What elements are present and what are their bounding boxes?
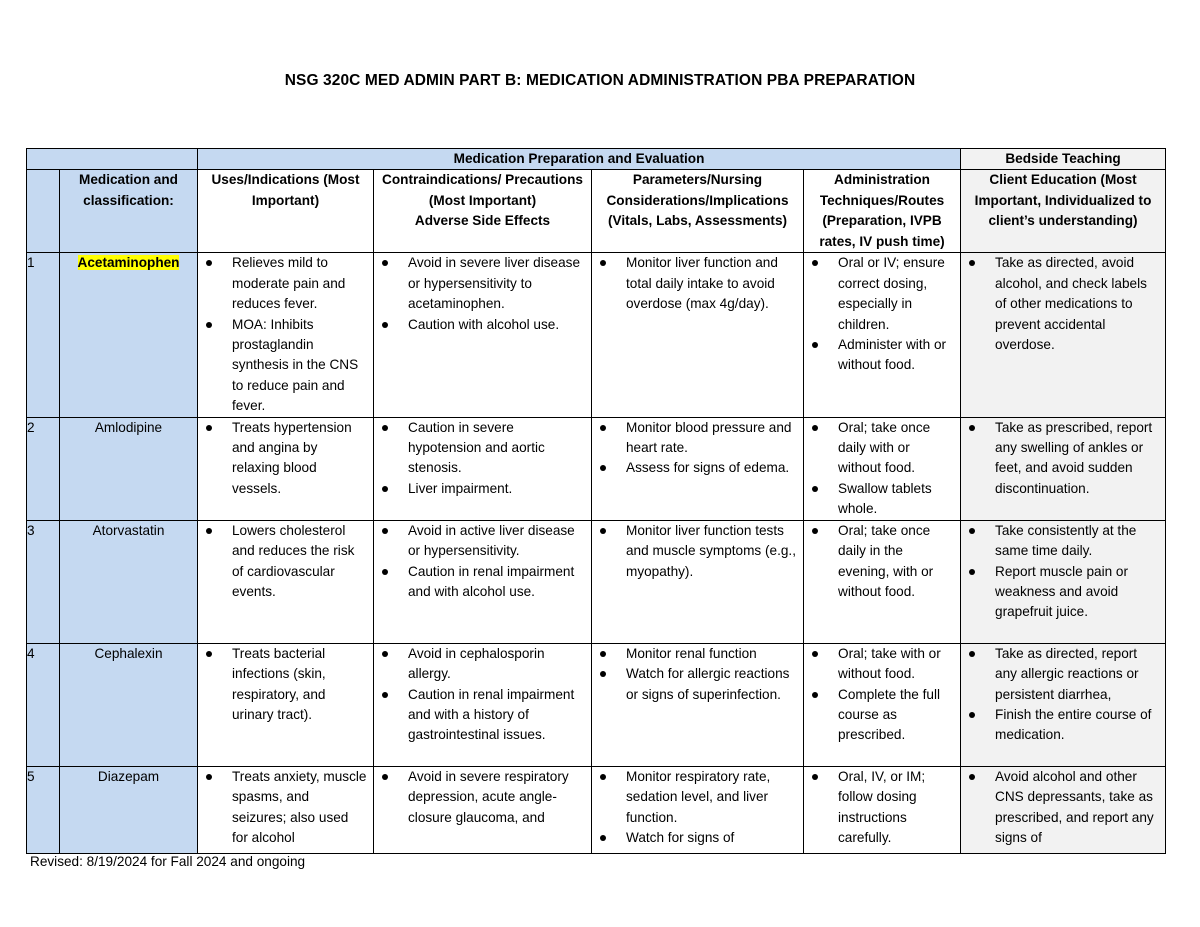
list-item: Administer with or without food. xyxy=(838,335,954,376)
list-item: Swallow tablets whole. xyxy=(838,479,954,520)
medication-name xyxy=(60,253,198,417)
list-item: Caution with alcohol use. xyxy=(408,315,585,335)
header-uses: Uses/Indications (Most Important) xyxy=(198,170,374,253)
list-item: Monitor liver function and total daily intake to avoid overdose (max 4g/day). xyxy=(626,253,797,314)
row-number: 1 xyxy=(27,253,60,417)
education-cell xyxy=(961,417,1166,520)
list-item: Avoid in cephalosporin allergy. xyxy=(408,644,585,685)
list-item: Avoid in severe liver disease or hypersensitivity to acetaminophen. xyxy=(408,253,585,314)
education-cell xyxy=(961,253,1166,417)
medication-table xyxy=(26,148,1166,854)
header-contraindications: Contraindications/ Precautions (Most Important) Adverse Side Effects xyxy=(374,170,592,253)
education-cell xyxy=(961,643,1166,766)
revision-footer: Revised: 8/19/2024 for Fall 2024 and ongoing xyxy=(30,854,306,869)
list-item: Oral, IV, or IM; follow dosing instructions carefully. xyxy=(838,767,954,849)
list-item: Report muscle pain or weakness and avoid grapefruit juice. xyxy=(995,562,1159,623)
uses-cell xyxy=(198,643,374,766)
parameters-cell xyxy=(592,766,804,853)
list-item: Monitor respiratory rate, sedation level, and liver function. xyxy=(626,767,797,828)
list-item: Oral or IV; ensure correct dosing, especially in children. xyxy=(838,253,954,335)
contraindications-cell xyxy=(374,520,592,643)
list-item: Monitor liver function tests and muscle symptoms (e.g., myopathy). xyxy=(626,521,797,582)
list-item: Take as prescribed, report any swelling of ankles or feet, and avoid sudden discontinuation. xyxy=(995,418,1159,500)
page-title: NSG 320C MED ADMIN PART B: MEDICATION ADMINISTRATION PBA PREPARATION xyxy=(284,72,916,89)
row-number: 5 xyxy=(27,766,60,853)
table-row xyxy=(27,417,1166,520)
list-item: Finish the entire course of medication. xyxy=(995,705,1159,746)
contraindications-cell xyxy=(374,253,592,417)
list-item: Take as directed, report any allergic reactions or persistent diarrhea, xyxy=(995,644,1159,705)
header-client-education: Client Education (Most Important, Individualized to client’s understanding) xyxy=(961,170,1166,253)
medication-name: Cephalexin xyxy=(60,643,198,766)
parameters-cell xyxy=(592,643,804,766)
list-item: Lowers cholesterol and reduces the risk of cardiovascular events. xyxy=(232,521,367,603)
highlighted-medication-name: Acetaminophen xyxy=(77,255,180,271)
contraindications-cell xyxy=(374,417,592,520)
list-item: Monitor blood pressure and heart rate. xyxy=(626,418,797,459)
list-item: Oral; take with or without food. xyxy=(838,644,954,685)
list-item: Watch for allergic reactions or signs of superinfection. xyxy=(626,664,797,705)
list-item: Caution in severe hypotension and aortic stenosis. xyxy=(408,418,585,479)
column-header-row xyxy=(27,170,1166,253)
administration-cell xyxy=(804,520,961,643)
list-item: Treats bacterial infections (skin, respiratory, and urinary tract). xyxy=(232,644,367,726)
table-row xyxy=(27,766,1166,853)
list-item: Oral; take once daily in the evening, with or without food. xyxy=(838,521,954,603)
list-item: Watch for signs of xyxy=(626,828,797,848)
contraindications-cell xyxy=(374,643,592,766)
administration-cell xyxy=(804,253,961,417)
list-item: Liver impairment. xyxy=(408,479,585,499)
medication-name: Diazepam xyxy=(60,766,198,853)
list-item: Take consistently at the same time daily. xyxy=(995,521,1159,562)
row-number: 2 xyxy=(27,417,60,520)
list-item: MOA: Inhibits prostaglandin synthesis in the CNS to reduce pain and fever. xyxy=(232,315,367,417)
list-item: Monitor renal function xyxy=(626,644,797,664)
header-bedside-teaching: Bedside Teaching xyxy=(961,149,1166,170)
header-parameters: Parameters/Nursing Considerations/Implications (Vitals, Labs, Assessments) xyxy=(592,170,804,253)
uses-cell xyxy=(198,520,374,643)
list-item: Treats hypertension and angina by relaxing blood vessels. xyxy=(232,418,367,500)
list-item: Treats anxiety, muscle spasms, and seizures; also used for alcohol xyxy=(232,767,367,849)
header-number-cell xyxy=(27,170,60,253)
contraindications-cell xyxy=(374,766,592,853)
parameters-cell xyxy=(592,520,804,643)
administration-cell xyxy=(804,766,961,853)
uses-cell xyxy=(198,417,374,520)
header-blank-cell xyxy=(27,149,198,170)
header-medication: Medication and classification: xyxy=(60,170,198,253)
list-item: Relieves mild to moderate pain and reduces fever. xyxy=(232,253,367,314)
header-prep-eval: Medication Preparation and Evaluation xyxy=(198,149,961,170)
table-row xyxy=(27,253,1166,417)
list-item: Avoid in severe respiratory depression, acute angle-closure glaucoma, and xyxy=(408,767,585,828)
table-row xyxy=(27,520,1166,643)
medication-name: Amlodipine xyxy=(60,417,198,520)
parameters-cell xyxy=(592,253,804,417)
list-item: Avoid in active liver disease or hypersensitivity. xyxy=(408,521,585,562)
row-number: 3 xyxy=(27,520,60,643)
list-item: Take as directed, avoid alcohol, and check labels of other medications to prevent accidental overdose. xyxy=(995,253,1159,355)
group-header-row xyxy=(27,149,1166,170)
list-item: Complete the full course as prescribed. xyxy=(838,685,954,746)
administration-cell xyxy=(804,417,961,520)
list-item: Caution in renal impairment and with a history of gastrointestinal issues. xyxy=(408,685,585,746)
list-item: Caution in renal impairment and with alcohol use. xyxy=(408,562,585,603)
parameters-cell xyxy=(592,417,804,520)
header-administration: Administration Techniques/Routes (Preparation, IVPB rates, IV push time) xyxy=(804,170,961,253)
administration-cell xyxy=(804,643,961,766)
uses-cell xyxy=(198,766,374,853)
row-number: 4 xyxy=(27,643,60,766)
list-item: Avoid alcohol and other CNS depressants, take as prescribed, and report any signs of xyxy=(995,767,1159,849)
list-item: Assess for signs of edema. xyxy=(626,458,797,478)
education-cell xyxy=(961,520,1166,643)
list-item: Oral; take once daily with or without food. xyxy=(838,418,954,479)
uses-cell xyxy=(198,253,374,417)
medication-name: Atorvastatin xyxy=(60,520,198,643)
table-row xyxy=(27,643,1166,766)
education-cell xyxy=(961,766,1166,853)
